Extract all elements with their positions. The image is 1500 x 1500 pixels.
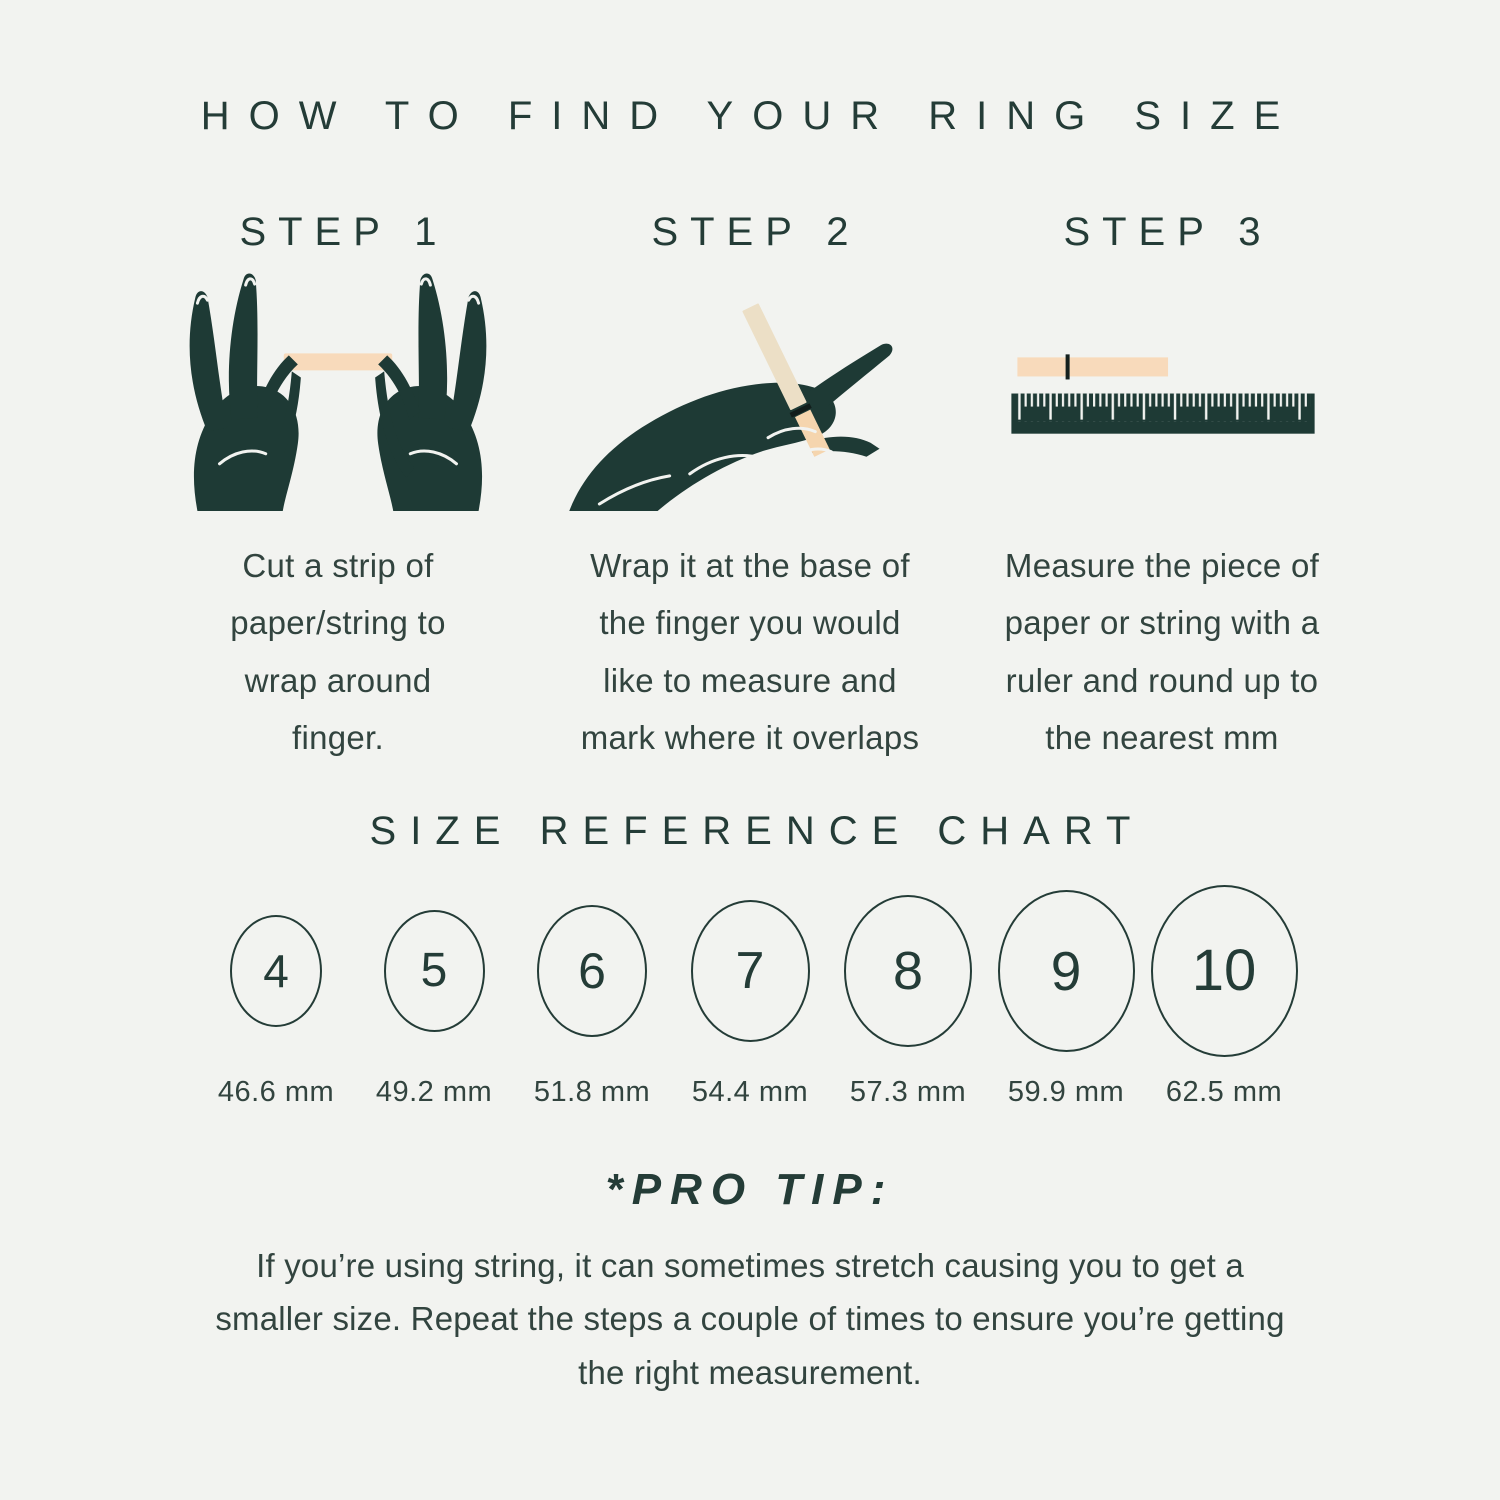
strip-and-ruler-icon: [976, 265, 1348, 511]
step-1-column: [135, 210, 541, 767]
step-2-column: [547, 210, 953, 767]
circumference-label-7: 54.4 mm: [691, 1075, 809, 1108]
ring-circle-4: 4: [230, 915, 322, 1027]
ring-circle-9: 9: [998, 890, 1135, 1052]
step-3-illustration: [959, 265, 1365, 511]
ring-circle-8: 8: [844, 895, 972, 1047]
step-3-column: [959, 210, 1365, 767]
step-2-illustration: [547, 265, 953, 511]
ring-circle-6: 6: [537, 905, 647, 1037]
steps-row: [0, 210, 1500, 767]
step-1-description: Cut a strip of paper/string to wrap around finger.: [230, 547, 446, 757]
step-1-illustration: [135, 265, 541, 511]
right-hand: [375, 274, 486, 511]
ring-circle-10: 10: [1151, 885, 1298, 1057]
ring-circle-5: 5: [384, 910, 485, 1032]
size-chart-heading: SIZE REFERENCE CHART: [369, 808, 1145, 853]
page-title: HOW TO FIND YOUR RING SIZE: [200, 94, 1300, 138]
ring-size-circles-row: [0, 884, 1500, 1058]
pointing-hand-with-strip-icon: [564, 265, 936, 511]
step-3-heading: STEP 3: [1063, 210, 1273, 254]
circumference-label-5: 49.2 mm: [375, 1075, 493, 1108]
circumference-label-8: 57.3 mm: [849, 1075, 967, 1108]
pro-tip-text: If you’re using string, it can sometimes stretch causing you to get a smaller size. Repeat the steps a couple of times to ensure you’re getting the right measurement.: [215, 1246, 1285, 1391]
step-3-description: Measure the piece of paper or string with a ruler and round up to the nearest mm: [1004, 547, 1320, 757]
hands-holding-strip-icon: [152, 265, 524, 511]
ring-circle-7: 7: [691, 900, 810, 1042]
measured-strip: [1017, 357, 1168, 376]
ruler-ticks: [1017, 394, 1310, 422]
circumference-label-9: 59.9 mm: [1007, 1075, 1125, 1108]
pro-tip-heading: *PRO TIP:: [605, 1164, 895, 1214]
step-1-heading: STEP 1: [239, 210, 449, 254]
paper-strip: [284, 353, 392, 370]
circumference-label-6: 51.8 mm: [533, 1075, 651, 1108]
pointing-hand: [569, 344, 892, 511]
step-2-heading: STEP 2: [651, 210, 861, 254]
circumference-label-4: 46.6 mm: [217, 1075, 335, 1108]
step-2-description: Wrap it at the base of the finger you would like to measure and mark where it overlaps: [580, 547, 920, 757]
ring-size-labels-row: [0, 1076, 1500, 1109]
left-hand: [190, 274, 301, 511]
strip-mark: [1066, 354, 1070, 379]
circumference-label-10: 62.5 mm: [1165, 1075, 1283, 1108]
